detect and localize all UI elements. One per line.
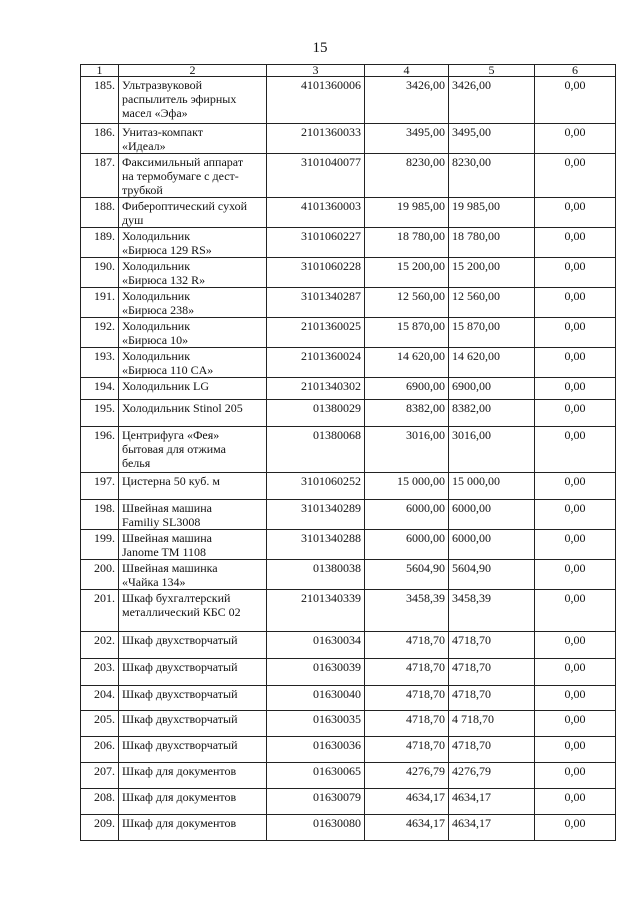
value-col6-cell: 0,00 [535, 400, 616, 427]
value-col5-cell: 4718,70 [449, 632, 535, 659]
row-number-cell: 186. [81, 124, 119, 154]
item-name-line: бытовая для отжима [122, 442, 227, 456]
value-col4-cell: 4718,70 [365, 711, 449, 737]
table-row [81, 763, 616, 789]
inventory-code-cell: 01630065 [267, 763, 365, 789]
item-name-line: «Бирюса 132 R» [122, 273, 206, 287]
item-name-cell [119, 500, 267, 530]
value-col6-cell: 0,00 [535, 560, 616, 590]
table-row [81, 124, 616, 154]
item-name-line: Холодильник [122, 259, 191, 273]
inventory-code-cell: 2101360025 [267, 318, 365, 348]
value-col5-cell: 4634,17 [449, 789, 535, 815]
item-name-line: Шкаф двухстворчатый [122, 738, 238, 752]
item-name-cell [119, 560, 267, 590]
item-name-cell [119, 348, 267, 378]
inventory-table [80, 64, 616, 841]
row-number-cell: 191. [81, 288, 119, 318]
table-row [81, 789, 616, 815]
value-col4-cell: 4718,70 [365, 737, 449, 763]
row-number-cell: 207. [81, 763, 119, 789]
value-col6-cell: 0,00 [535, 815, 616, 841]
item-name-cell [119, 228, 267, 258]
value-col5-cell: 19 985,00 [449, 198, 535, 228]
value-col5-cell: 14 620,00 [449, 348, 535, 378]
item-name-line: Шкаф для документов [122, 816, 237, 830]
item-name-line: Холодильник [122, 319, 191, 333]
item-name-line: распылитель эфирных [122, 92, 237, 106]
row-number-cell: 188. [81, 198, 119, 228]
table-row [81, 198, 616, 228]
value-col6-cell: 0,00 [535, 198, 616, 228]
value-col5-cell: 3426,00 [449, 77, 535, 124]
row-number-cell: 202. [81, 632, 119, 659]
inventory-code-cell: 2101340302 [267, 378, 365, 400]
value-col6-cell: 0,00 [535, 590, 616, 632]
table-row [81, 348, 616, 378]
row-number-cell: 200. [81, 560, 119, 590]
value-col5-cell: 8382,00 [449, 400, 535, 427]
value-col5-cell: 6000,00 [449, 500, 535, 530]
value-col4-cell: 4634,17 [365, 815, 449, 841]
item-name-line: трубкой [122, 183, 163, 197]
value-col5-cell: 4 718,70 [449, 711, 535, 737]
value-col6-cell: 0,00 [535, 763, 616, 789]
column-header: 6 [535, 65, 616, 77]
value-col4-cell: 4634,17 [365, 789, 449, 815]
inventory-code-cell: 2101340339 [267, 590, 365, 632]
table-row [81, 318, 616, 348]
inventory-code-cell: 01380038 [267, 560, 365, 590]
item-name-line: масел «Эфа» [122, 106, 188, 120]
value-col4-cell: 4718,70 [365, 632, 449, 659]
row-number-cell: 204. [81, 686, 119, 711]
value-col4-cell: 12 560,00 [365, 288, 449, 318]
value-col6-cell: 0,00 [535, 288, 616, 318]
item-name-line: Швейная машинка [122, 561, 218, 575]
value-col6-cell: 0,00 [535, 500, 616, 530]
value-col4-cell: 15 200,00 [365, 258, 449, 288]
item-name-line: Швейная машина [122, 531, 212, 545]
table-row [81, 530, 616, 560]
row-number-cell: 208. [81, 789, 119, 815]
value-col5-cell: 4276,79 [449, 763, 535, 789]
value-col4-cell: 6000,00 [365, 530, 449, 560]
inventory-code-cell: 3101340287 [267, 288, 365, 318]
item-name-cell [119, 77, 267, 124]
page-number: 15 [312, 40, 328, 56]
table-row [81, 77, 616, 124]
item-name-line: Холодильник [122, 289, 191, 303]
item-name-line: «Бирюса 110 CA» [122, 363, 214, 377]
row-number-cell: 185. [81, 77, 119, 124]
table-row [81, 473, 616, 500]
value-col4-cell: 3458,39 [365, 590, 449, 632]
inventory-code-cell: 2101360024 [267, 348, 365, 378]
row-number-cell: 199. [81, 530, 119, 560]
value-col6-cell: 0,00 [535, 378, 616, 400]
inventory-code-cell: 01630040 [267, 686, 365, 711]
item-name-cell [119, 632, 267, 659]
inventory-code-cell: 4101360003 [267, 198, 365, 228]
value-col4-cell: 8382,00 [365, 400, 449, 427]
row-number-cell: 203. [81, 659, 119, 686]
value-col4-cell: 19 985,00 [365, 198, 449, 228]
item-name-line: Унитаз-компакт [122, 125, 203, 139]
column-header: 2 [119, 65, 267, 77]
item-name-line: Шкаф двухстворчатый [122, 633, 238, 647]
value-col5-cell: 15 870,00 [449, 318, 535, 348]
table-row [81, 427, 616, 473]
value-col4-cell: 4718,70 [365, 659, 449, 686]
inventory-code-cell: 3101060228 [267, 258, 365, 288]
value-col6-cell: 0,00 [535, 530, 616, 560]
row-number-cell: 196. [81, 427, 119, 473]
table-row [81, 258, 616, 288]
row-number-cell: 187. [81, 154, 119, 198]
item-name-cell [119, 154, 267, 198]
column-header: 3 [267, 65, 365, 77]
item-name-cell [119, 659, 267, 686]
item-name-line: Холодильник [122, 349, 191, 363]
item-name-cell [119, 378, 267, 400]
item-name-line: Шкаф двухстворчатый [122, 712, 238, 726]
row-number-cell: 193. [81, 348, 119, 378]
item-name-cell [119, 737, 267, 763]
item-name-line: Швейная машина [122, 501, 212, 515]
table-row [81, 686, 616, 711]
value-col6-cell: 0,00 [535, 258, 616, 288]
item-name-cell [119, 400, 267, 427]
table-row [81, 154, 616, 198]
table-row [81, 228, 616, 258]
value-col4-cell: 6000,00 [365, 500, 449, 530]
item-name-cell [119, 198, 267, 228]
value-col6-cell: 0,00 [535, 427, 616, 473]
value-col4-cell: 18 780,00 [365, 228, 449, 258]
item-name-cell [119, 590, 267, 632]
value-col4-cell: 3016,00 [365, 427, 449, 473]
value-col6-cell: 0,00 [535, 711, 616, 737]
value-col6-cell: 0,00 [535, 686, 616, 711]
value-col6-cell: 0,00 [535, 632, 616, 659]
item-name-cell [119, 686, 267, 711]
row-number-cell: 198. [81, 500, 119, 530]
inventory-code-cell: 3101340289 [267, 500, 365, 530]
table-row [81, 400, 616, 427]
value-col5-cell: 3016,00 [449, 427, 535, 473]
inventory-code-cell: 4101360006 [267, 77, 365, 124]
table-header-row [81, 65, 616, 77]
value-col5-cell: 3458,39 [449, 590, 535, 632]
item-name-line: Шкаф для документов [122, 790, 237, 804]
value-col4-cell: 4276,79 [365, 763, 449, 789]
inventory-code-cell: 3101340288 [267, 530, 365, 560]
value-col4-cell: 5604,90 [365, 560, 449, 590]
value-col6-cell: 0,00 [535, 77, 616, 124]
table-row [81, 500, 616, 530]
value-col5-cell: 18 780,00 [449, 228, 535, 258]
item-name-line: Шкаф бухгалтерский [122, 591, 231, 605]
item-name-line: Шкаф двухстворчатый [122, 687, 238, 701]
value-col6-cell: 0,00 [535, 228, 616, 258]
row-number-cell: 205. [81, 711, 119, 737]
item-name-line: Холодильник LG [122, 379, 210, 393]
inventory-code-cell: 3101060227 [267, 228, 365, 258]
item-name-line: Шкаф двухстворчатый [122, 660, 238, 674]
item-name-cell [119, 815, 267, 841]
column-header: 5 [449, 65, 535, 77]
value-col5-cell: 5604,90 [449, 560, 535, 590]
item-name-line: Familiy SL3008 [122, 515, 201, 529]
item-name-line: «Бирюса 10» [122, 333, 189, 347]
value-col6-cell: 0,00 [535, 737, 616, 763]
row-number-cell: 189. [81, 228, 119, 258]
table-row [81, 737, 616, 763]
inventory-code-cell: 01630080 [267, 815, 365, 841]
value-col5-cell: 6900,00 [449, 378, 535, 400]
value-col4-cell: 15 870,00 [365, 318, 449, 348]
value-col4-cell: 4718,70 [365, 686, 449, 711]
item-name-cell [119, 711, 267, 737]
value-col5-cell: 4718,70 [449, 659, 535, 686]
table-row [81, 632, 616, 659]
item-name-line: на термобумаге с дест- [122, 169, 239, 183]
inventory-code-cell: 01630036 [267, 737, 365, 763]
item-name-line: Фибероптический сухой [122, 199, 248, 213]
value-col5-cell: 4718,70 [449, 737, 535, 763]
item-name-cell [119, 789, 267, 815]
item-name-line: «Идеал» [122, 139, 166, 153]
inventory-code-cell: 01630035 [267, 711, 365, 737]
table-row [81, 590, 616, 632]
value-col6-cell: 0,00 [535, 318, 616, 348]
row-number-cell: 201. [81, 590, 119, 632]
row-number-cell: 192. [81, 318, 119, 348]
value-col6-cell: 0,00 [535, 473, 616, 500]
table-row [81, 815, 616, 841]
value-col6-cell: 0,00 [535, 348, 616, 378]
row-number-cell: 190. [81, 258, 119, 288]
value-col5-cell: 3495,00 [449, 124, 535, 154]
item-name-line: Холодильник [122, 229, 191, 243]
value-col6-cell: 0,00 [535, 124, 616, 154]
value-col5-cell: 8230,00 [449, 154, 535, 198]
inventory-code-cell: 01630039 [267, 659, 365, 686]
value-col4-cell: 15 000,00 [365, 473, 449, 500]
item-name-line: Шкаф для документов [122, 764, 237, 778]
inventory-code-cell: 3101060252 [267, 473, 365, 500]
inventory-code-cell: 01630079 [267, 789, 365, 815]
value-col4-cell: 6900,00 [365, 378, 449, 400]
item-name-line: Холодильник Stinol 205 [122, 401, 243, 415]
column-header: 1 [81, 65, 119, 77]
value-col5-cell: 15 000,00 [449, 473, 535, 500]
table-row [81, 560, 616, 590]
item-name-cell [119, 318, 267, 348]
item-name-cell [119, 763, 267, 789]
item-name-line: Цистерна 50 куб. м [122, 474, 220, 488]
item-name-line: Центрифуга «Фея» [122, 428, 220, 442]
item-name-line: «Бирюса 238» [122, 303, 195, 317]
item-name-cell [119, 258, 267, 288]
table-row [81, 711, 616, 737]
value-col6-cell: 0,00 [535, 154, 616, 198]
value-col5-cell: 12 560,00 [449, 288, 535, 318]
value-col4-cell: 8230,00 [365, 154, 449, 198]
item-name-cell [119, 288, 267, 318]
value-col5-cell: 6000,00 [449, 530, 535, 560]
value-col4-cell: 3426,00 [365, 77, 449, 124]
value-col4-cell: 3495,00 [365, 124, 449, 154]
value-col5-cell: 15 200,00 [449, 258, 535, 288]
row-number-cell: 206. [81, 737, 119, 763]
value-col6-cell: 0,00 [535, 789, 616, 815]
item-name-cell [119, 427, 267, 473]
row-number-cell: 197. [81, 473, 119, 500]
table-row [81, 378, 616, 400]
item-name-line: Janome TM 1108 [122, 545, 206, 559]
table-row [81, 659, 616, 686]
value-col6-cell: 0,00 [535, 659, 616, 686]
row-number-cell: 195. [81, 400, 119, 427]
inventory-code-cell: 01380068 [267, 427, 365, 473]
item-name-line: белья [122, 456, 151, 470]
item-name-line: Факсимильный аппарат [122, 155, 244, 169]
item-name-cell [119, 124, 267, 154]
item-name-line: «Чайка 134» [122, 575, 186, 589]
value-col5-cell: 4634,17 [449, 815, 535, 841]
table-row [81, 288, 616, 318]
item-name-line: «Бирюса 129 RS» [122, 243, 212, 257]
inventory-code-cell: 01630034 [267, 632, 365, 659]
item-name-line: Ультразвуковой [122, 78, 203, 92]
item-name-line: металлический КБС 02 [122, 605, 241, 619]
value-col4-cell: 14 620,00 [365, 348, 449, 378]
column-header: 4 [365, 65, 449, 77]
value-col5-cell: 4718,70 [449, 686, 535, 711]
row-number-cell: 194. [81, 378, 119, 400]
inventory-code-cell: 2101360033 [267, 124, 365, 154]
item-name-line: душ [122, 213, 144, 227]
inventory-code-cell: 3101040077 [267, 154, 365, 198]
row-number-cell: 209. [81, 815, 119, 841]
item-name-cell [119, 530, 267, 560]
inventory-code-cell: 01380029 [267, 400, 365, 427]
item-name-cell [119, 473, 267, 500]
